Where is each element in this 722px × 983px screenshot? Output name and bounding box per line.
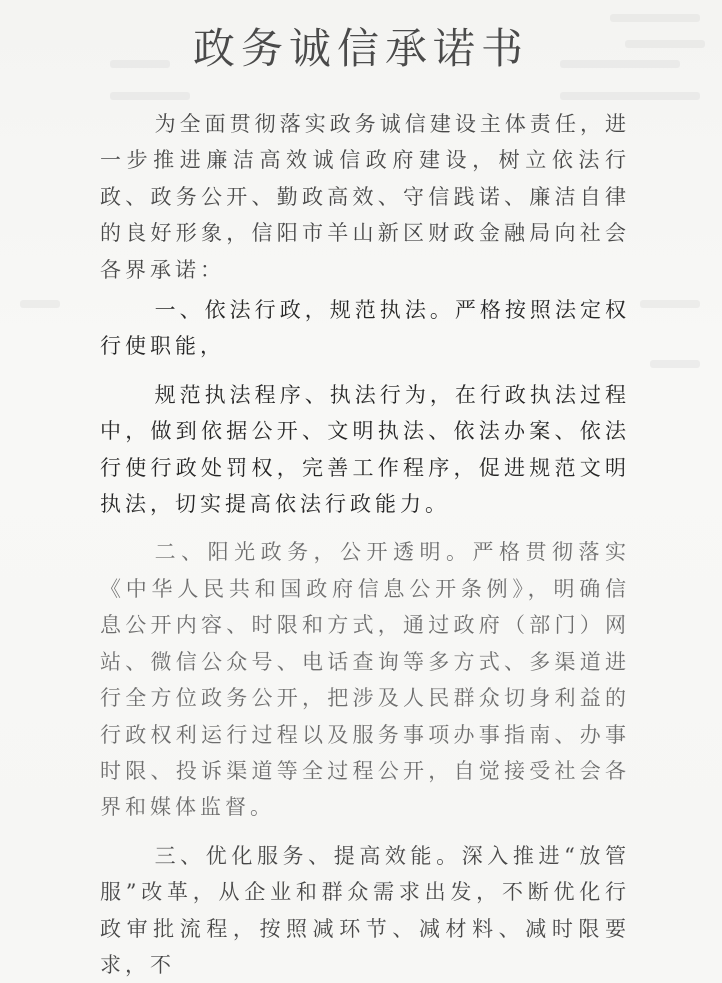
clause-2-paragraph: 二、阳光政务，公开透明。严格贯彻落实《中华人民共和国政府信息公开条例》，明确信息公开内容、时限和方式，通过政府（部门）网站、微信公众号、电话查询等多方式、多渠道进行全方位政务公开，把涉及人民群众切身利益的行政权利运行过程以及服务事项办事指南、办事时限、投诉渠道等全过程公开，自觉接受社会各界和媒体监督。: [100, 540, 630, 820]
clause-1-continued-paragraph: 规范执法程序、执法行为，在行政执法过程中，做到依据公开、文明执法、依法办案、依法行使行政处罚权，完善工作程序，促进规范文明执法，切实提高依法行政能力。: [100, 382, 630, 517]
intro-paragraph: 为全面贯彻落实政务诚信建设主体责任，进一步推进廉洁高效诚信政府建设，树立依法行政、政务公开、勤政高效、守信践诺、廉洁自律的良好形象，信阳市羊山新区财政金融局向社会各界承诺：: [100, 112, 630, 282]
clause-1-paragraph: 一、依法行政，规范执法。严格按照法定权行使职能，: [100, 298, 630, 359]
document-body: [100, 106, 630, 983]
document-title: 政务诚信承诺书: [192, 24, 529, 73]
clause-3-paragraph: 三、优化服务、提高效能。深入推进“放管服”改革，从企业和群众需求出发，不断优化行政审批流程，按照减环节、减材料、减时限要求，不: [100, 843, 630, 977]
